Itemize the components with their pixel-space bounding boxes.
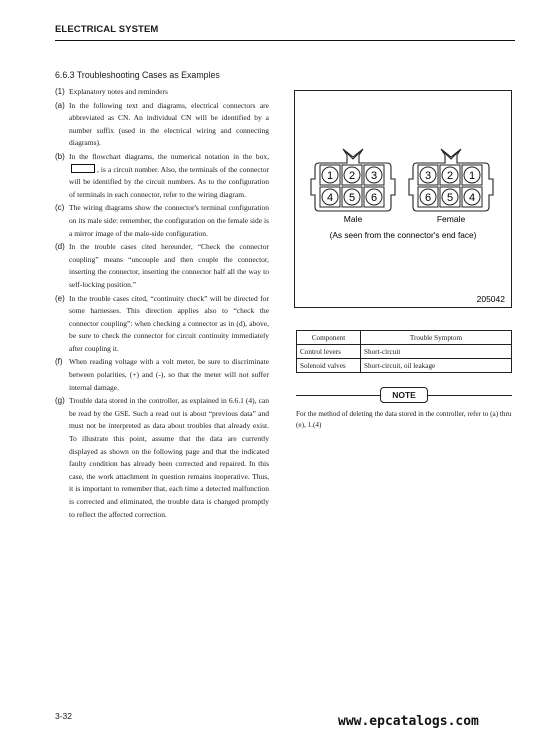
item-text: When reading voltage with a volt meter, be sure to discriminate between polarities, (+) and (-), so that the meter will not suffer internal damage.	[69, 357, 269, 392]
table-row	[297, 345, 512, 359]
item-text: In the trouble cases cited, “continuity check” will be directed for some harnesses. This direction applies also to “check the connector coupling”: when checking a connector as in (d), above, be sure to check the connector for circuit continuity immediately after coupling it.	[69, 293, 269, 353]
item-marker: (c)	[55, 203, 65, 213]
item-text: Explanatory notes and reminders	[69, 87, 168, 96]
list-item	[55, 100, 269, 150]
item-marker: (b)	[55, 151, 65, 161]
male-pin-number: 1	[326, 170, 334, 182]
item-marker: (1)	[55, 87, 65, 96]
table-cell: Short-circuit, oil leakage	[361, 359, 512, 373]
male-label: Male	[343, 214, 363, 224]
header-rule	[55, 40, 515, 41]
item-text: In the following text and diagrams, electrical connectors are abbreviated as CN. An individual CN will be identified by a number suffix (used in the electrical wiring and connecting diagrams).	[69, 100, 269, 148]
item-text: In the trouble cases cited hereunder, “Check the connector coupling” means “uncouple and then couple the connector, inserting the connector, inserting the connector half all the way to self-locking position.”	[69, 242, 269, 289]
connector-figure	[294, 90, 512, 308]
male-pin-number: 2	[348, 170, 356, 182]
site-watermark: www.epcatalogs.com	[338, 714, 479, 729]
list-item	[55, 86, 269, 99]
female-pin-number: 6	[424, 192, 432, 204]
item-marker: (d)	[55, 242, 65, 252]
table-cell: Control levers	[297, 345, 361, 359]
connector-diagram	[295, 91, 511, 307]
item-text: Trouble data stored in the controller, as explained in 6.6.1 (4), can be read by the GSE. Such a read out is about “previous data” and must not be interpreted as data about troubles that already exist. To illustrate this point, assume that the data are currently displayed as shown on the following page and that the indicated faulty condition has already been corrected and repaired. In this case, the work attachment in question remains inoperative. Thus, it is important to remember that, each time a detected malfunction is corrected and eliminated, the trouble data is changed promptly to reflect the affected correction.	[69, 396, 269, 519]
male-pin-number: 6	[370, 192, 378, 204]
item-text: The wiring diagrams show the connector's terminal configuration on its male side: remember, the configuration on the female side is a mirror image of the male-side configuration.	[69, 203, 269, 238]
list-item	[55, 151, 269, 201]
table-header-cell: Trouble Symptom	[361, 331, 512, 345]
item-marker: (g)	[55, 396, 65, 406]
female-pin-number: 1	[468, 170, 476, 182]
table-cell: Solenoid valves	[297, 359, 361, 373]
note-header	[296, 386, 512, 406]
trouble-symptom-table	[296, 330, 512, 373]
male-pin-number: 3	[370, 170, 378, 182]
list-item	[55, 395, 269, 521]
figure-number: 205042	[476, 294, 505, 304]
list-item	[55, 241, 269, 291]
page-number: 3-32	[55, 711, 73, 721]
item-text-post: , is a circuit number. Also, the terminals of the connector will be identified by the circuit numbers. As to the configuration of terminals in each connector, refer to the wiring diagram.	[69, 164, 269, 199]
item-text-with-box	[69, 151, 269, 201]
female-pin-number: 3	[424, 170, 432, 182]
notes-column	[55, 86, 269, 522]
section-title: 6.6.3 Troubleshooting Cases as Examples	[55, 70, 220, 80]
circuit-number-box	[71, 164, 95, 173]
item-marker: (e)	[55, 293, 65, 303]
female-label: Female	[436, 214, 466, 224]
table-header-cell: Component	[297, 331, 361, 345]
female-pin-number: 2	[446, 170, 454, 182]
item-marker: (f)	[55, 357, 63, 367]
item-marker: (a)	[55, 100, 65, 110]
table-cell: Short-circuit	[361, 345, 512, 359]
female-pin-number: 4	[468, 192, 476, 204]
item-text-pre: In the flowchart diagrams, the numerical notation in the box,	[69, 151, 269, 161]
table-row	[297, 359, 512, 373]
note-badge: NOTE	[380, 387, 428, 403]
male-pin-number: 4	[326, 192, 334, 204]
running-header: ELECTRICAL SYSTEM	[55, 24, 159, 35]
male-pin-number: 5	[348, 192, 356, 204]
table-header-row	[297, 331, 512, 345]
note-text: For the method of deleting the data stored in the controller, refer to (a) thru (e), 1.(4)	[296, 410, 512, 429]
figure-caption: (As seen from the connector's end face)	[329, 230, 477, 240]
list-item	[55, 356, 269, 394]
list-item	[55, 293, 269, 356]
female-pin-number: 5	[446, 192, 454, 204]
list-item	[55, 202, 269, 240]
